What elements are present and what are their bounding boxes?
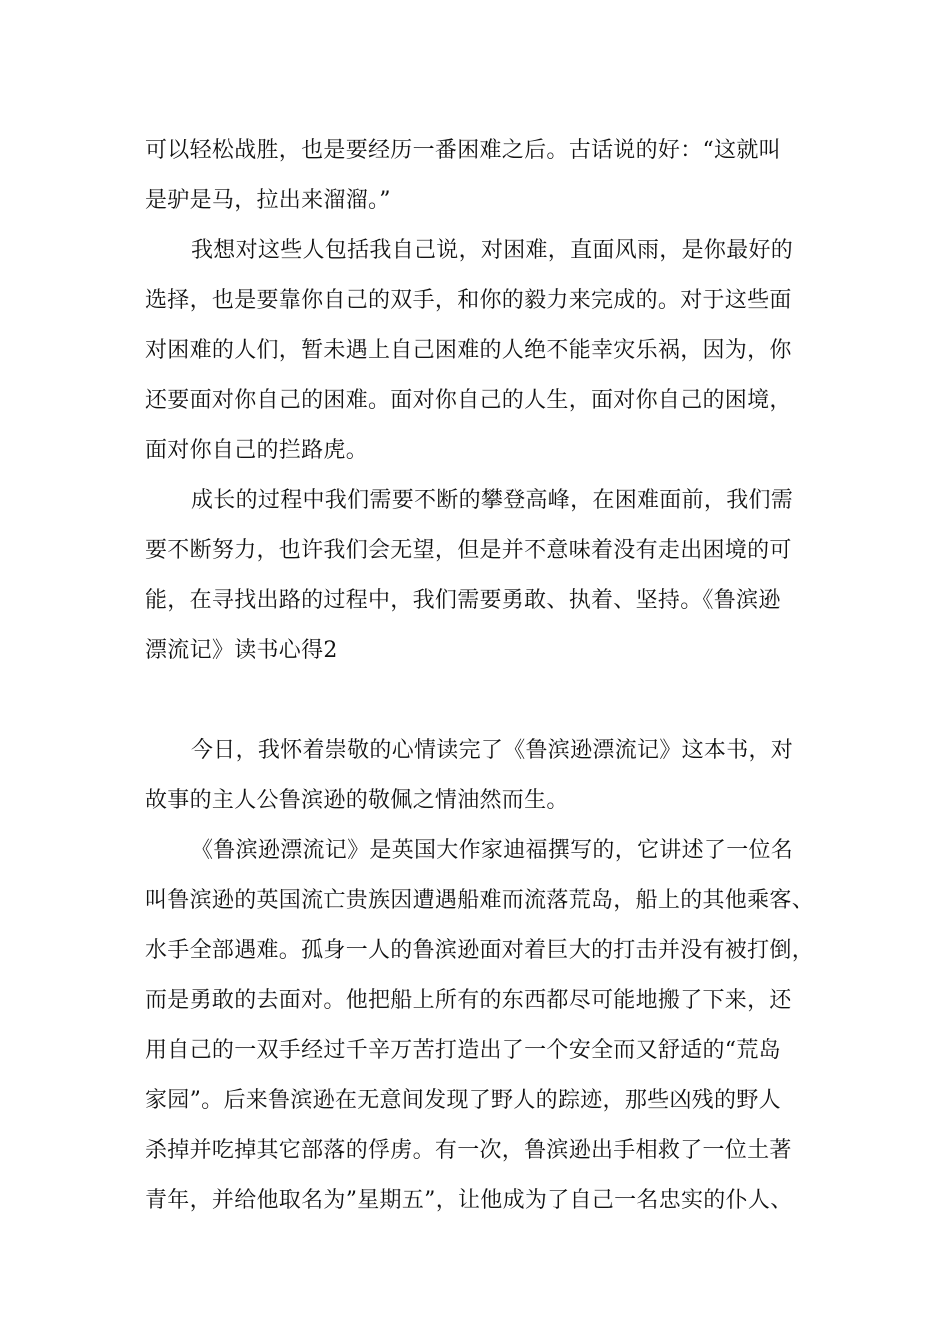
- text-line: 面对你自己的拦路虎。: [145, 438, 369, 463]
- paragraph-first-line: 成长的过程中我们需要不断的攀登高峰，在困难面前，我们需: [191, 488, 794, 513]
- text-line: 故事的主人公鲁滨逊的敬佩之情油然而生。: [145, 788, 569, 813]
- text-line: 青年，并给他取名为”星期五”，让他成为了自己一名忠实的仆人、: [145, 1188, 793, 1213]
- text-line: 要不断努力，也许我们会无望，但是并不意味着没有走出困境的可: [145, 538, 792, 563]
- text-line: 家园”。后来鲁滨逊在无意间发现了野人的踪迹，那些凶残的野人: [145, 1088, 781, 1113]
- text-line: 而是勇敢的去面对。他把船上所有的东西都尽可能地搬了下来，还: [145, 988, 792, 1013]
- text-line: 能，在寻找出路的过程中，我们需要勇敢、执着、坚持。《鲁滨逊: [145, 588, 781, 613]
- paragraph-first-line: 今日，我怀着崇敬的心情读完了《鲁滨逊漂流记》这本书，对: [191, 738, 794, 763]
- text-line: 选择，也是要靠你自己的双手，和你的毅力来完成的。对于这些面: [145, 288, 792, 313]
- section-heading: 漂流记》读书心得2: [145, 638, 338, 663]
- text-line: 杀掉并吃掉其它部落的俘虏。有一次，鲁滨逊出手相救了一位土著: [145, 1138, 792, 1163]
- text-line: 可以轻松战胜，也是要经历一番困难之后。古话说的好：“这就叫: [145, 138, 781, 163]
- text-line: 对困难的人们，暂未遇上自己困难的人绝不能幸灾乐祸，因为，你: [145, 338, 792, 363]
- text-line: 水手全部遇难。孤身一人的鲁滨逊面对着巨大的打击并没有被打倒，: [145, 938, 815, 963]
- text-line: 叫鲁滨逊的英国流亡贵族因遭遇船难而流落荒岛，船上的其他乘客、: [145, 888, 815, 913]
- paragraph-first-line: 《鲁滨逊漂流记》是英国大作家迪福撰写的，它讲述了一位名: [191, 838, 794, 863]
- text-line: 还要面对你自己的困难。面对你自己的人生，面对你自己的困境，: [145, 388, 792, 413]
- text-line: 用自己的一双手经过千辛万苦打造出了一个安全而又舒适的“荒岛: [145, 1038, 781, 1063]
- text-line: 是驴是马，拉出来溜溜。”: [145, 188, 391, 213]
- paragraph-first-line: 我想对这些人包括我自己说，对困难，直面风雨，是你最好的: [191, 238, 794, 263]
